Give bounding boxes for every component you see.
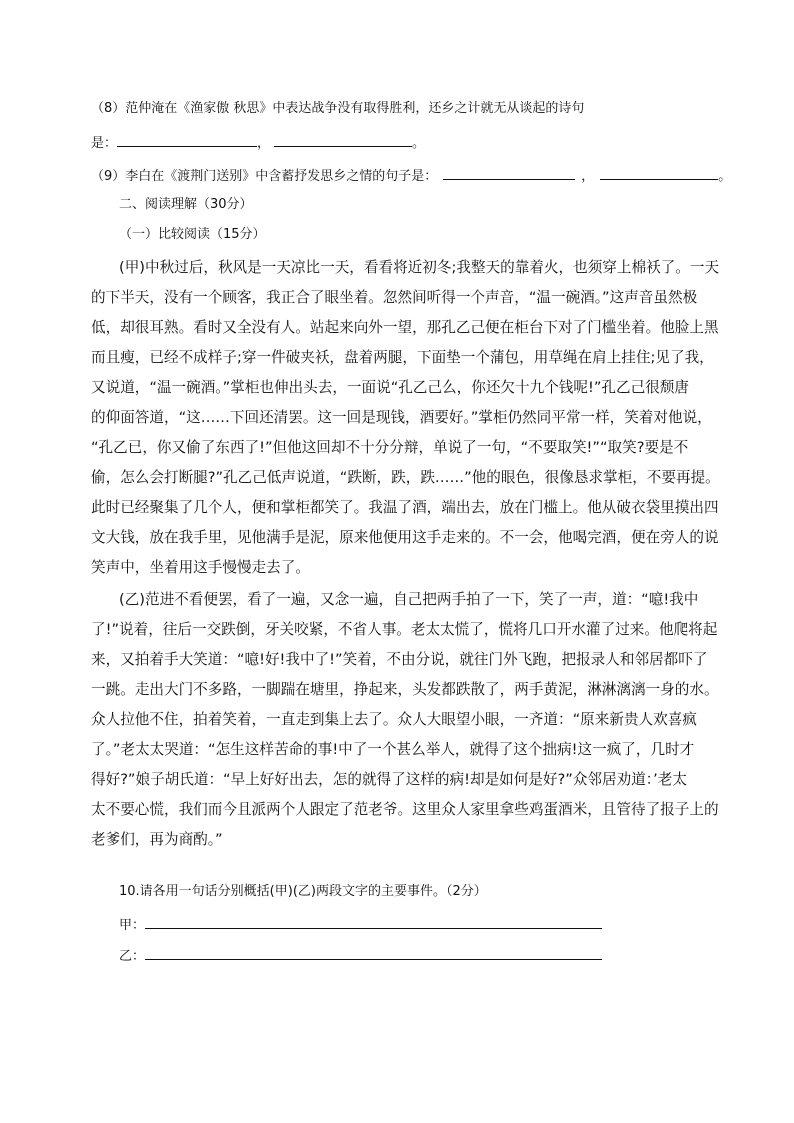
- answer-blank-1[interactable]: [117, 133, 257, 147]
- passage-a-line: 的仰面答道，“这……下回还清罢。这一回是现钱，酒要好。”掌柜仍然同平常一样，笑着对他说，: [91, 409, 712, 426]
- passage-a-line: 而且瘦，已经不成样子;穿一件破夹袄，盘着两腿，下面垫一个蒲包，用草绳在肩上挂住;见了我，: [91, 349, 714, 366]
- answer-label-b: 乙：: [119, 949, 146, 964]
- passage-a-line: 文大钱，放在我手里，见他满手是泥，原来他便用这手走来的。不一会，他喝完酒，便在旁人的说: [91, 529, 719, 546]
- passage-b-line: 了。”老太太哭道：“怎生这样苦命的事!中了一个甚么举人，就得了这个拙病!这一疯了，几时才: [91, 741, 695, 758]
- passage-a-line: 又说道，“温一碗酒。”掌柜也伸出头去，一面说“孔乙己么，你还欠十九个钱呢!”孔乙己很颓唐: [91, 379, 689, 396]
- passage-b-line: 太不要心慌，我们而今且派两个人跟定了范老爷。这里众人家里拿些鸡蛋酒米，且管待了报子上的: [91, 801, 719, 818]
- passage-b-line: 得好?”娘子胡氏道：“早上好好出去，怎的就得了这样的病!却是如何是好?”众邻居劝道：’老太: [91, 771, 687, 788]
- answer-blank-b[interactable]: [145, 946, 602, 960]
- period: 。: [412, 136, 426, 151]
- passage-b-line: 老爹们，再为商酌。”: [91, 831, 223, 848]
- question-10-text: 10.请各用一句话分别概括(甲)(乙)两段文字的主要事件。（2分）: [119, 884, 487, 899]
- subsection-1-heading: （一）比较阅读（15分）: [119, 227, 266, 242]
- passage-b-line: 一跳。走出大门不多路，一脚踹在塘里，挣起来，头发都跌散了，两手黄泥，淋淋漓漓一身的水。: [91, 681, 719, 698]
- passage-a-line: 的下半天，没有一个顾客，我正合了眼坐着。忽然间听得一个声音，“温一碗酒。”这声音虽然极: [91, 289, 698, 306]
- passage-b-line: 来，又拍着手大笑道：“噫!好!我中了!”笑着，不由分说，就往门外飞跑，把报录人和邻居都吓了: [91, 651, 708, 668]
- section-2-heading: 二、阅读理解（30分）: [119, 197, 253, 212]
- answer-prefix: 是：: [91, 136, 118, 151]
- passage-a-line: “孔乙已，你又偷了东西了!”但他这回却不十分分辩，单说了一句，“不要取笑!”“取笑?要是不: [91, 439, 689, 456]
- answer-label-a: 甲：: [119, 918, 146, 933]
- passage-a-line: (甲)中秋过后，秋风是一天凉比一天，看看将近初冬;我整天的靠着火，也须穿上棉袄了。一天: [119, 259, 720, 276]
- comma: ，: [581, 169, 595, 184]
- comma: ，: [257, 136, 271, 151]
- passage-b-line: 了!”说着，往后一交跌倒，牙关咬紧，不省人事。老太太慌了，慌将几口开水灌了过来。他爬将起: [91, 621, 718, 638]
- question-8-answer-line: [91, 133, 425, 153]
- passage-a-line: 此时已经聚集了几个人，便和掌柜都笑了。我温了酒，端出去，放在门槛上。他从破衣袋里摸出四: [91, 499, 719, 516]
- passage-b-line: (乙)范进不看便罢，看了一遍，又念一遍，自己把两手拍了一下，笑了一声，道：“噫!我中: [119, 591, 699, 608]
- passage-a-line: 笑声中，坐着用这手慢慢走去了。: [91, 559, 310, 576]
- question-9-text: （9）李白在《渡荆门送别》中含蓄抒发思乡之情的句子是：: [91, 169, 438, 184]
- answer-blank-3[interactable]: [443, 166, 575, 180]
- question-8-text: （8）范仲淹在《渔家傲 秋思》中表达战争没有取得胜利，还乡之计就无从谈起的诗句: [91, 101, 585, 116]
- answer-blank-4[interactable]: [600, 166, 718, 180]
- passage-b-line: 众人拉他不住，拍着笑着，一直走到集上去了。众人大眼望小眼，一齐道：“原来新贵人欢喜疯: [91, 711, 697, 728]
- passage-a-line: 低，却很耳熟。看时又全没有人。站起来向外一望，那孔乙己便在柜台下对了门槛坐着。他脸上黑: [91, 319, 719, 336]
- question-9-line: [91, 166, 731, 186]
- answer-blank-a[interactable]: [145, 915, 602, 929]
- answer-blank-2[interactable]: [274, 133, 412, 147]
- question-10-answer-a: [119, 915, 602, 935]
- question-10-answer-b: [119, 946, 602, 966]
- passage-a-line: 偷，怎么会打断腿?”孔乙己低声说道，“跌断，跌，跌……”他的眼色，很像恳求掌柜，不要再提。: [91, 469, 720, 486]
- period: 。: [718, 169, 732, 184]
